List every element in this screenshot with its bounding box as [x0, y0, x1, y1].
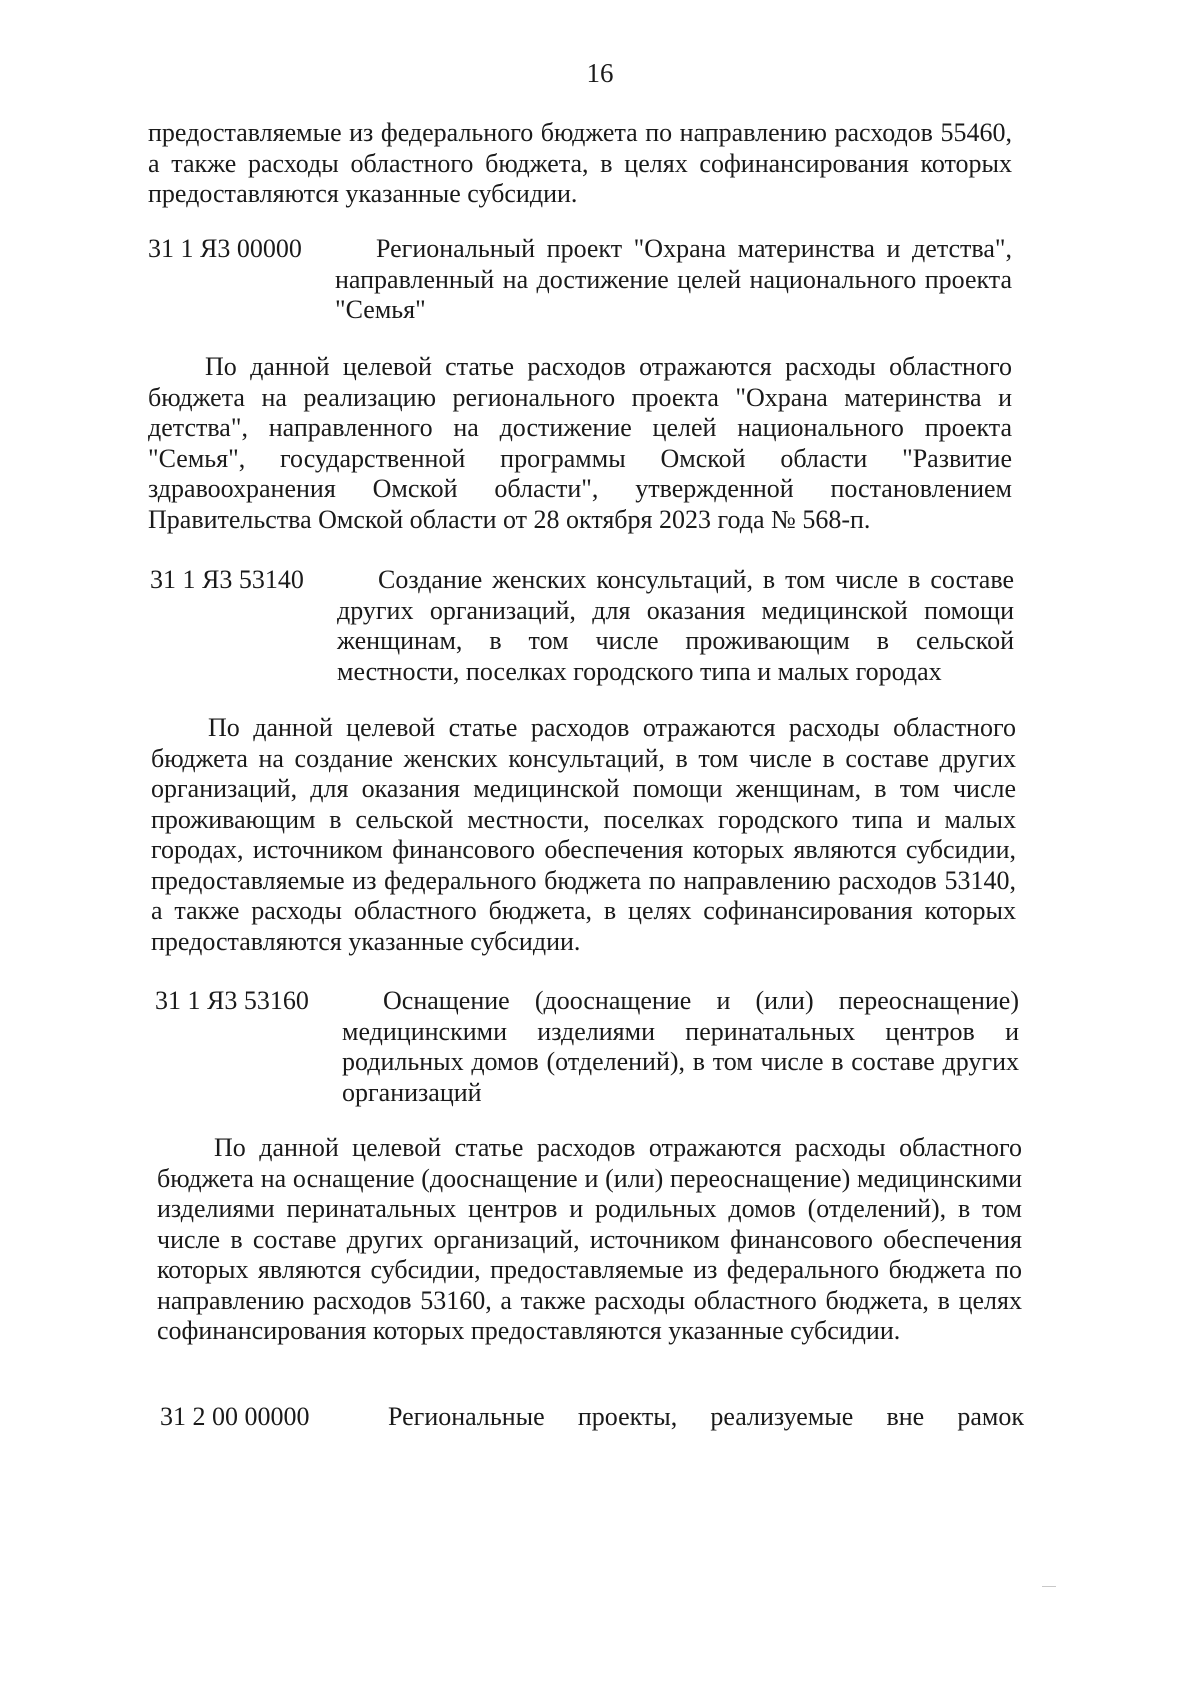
entry-description: По данной целевой статье расходов отражаются расходы областного бюджета на оснащение (дооснащение и (или) переоснащение) медицинскими изделиями перинатальных центров и родильных домов (отделений), в том числе в составе других организаций, источником финансового обеспечения которых являются субсидии, предоставляемые из федерального бюджета по направлению расходов 53160, а также расходы областного бюджета, в целях софинансирования которых предоставляются указанные субсидии.	[157, 1133, 1022, 1345]
entry-title: Создание женских консультаций, в том числе в составе других организаций, для оказания медицинской помощи женщинам, в том числе проживающим в сельской местности, поселках городского типа и малых городах	[337, 565, 1014, 686]
entry-code: 31 1 Я3 53140	[150, 565, 304, 594]
title-word: реализуемые	[710, 1402, 854, 1431]
entry-code: 31 1 Я3 00000	[148, 234, 302, 263]
entry-description: По данной целевой статье расходов отражаются расходы областного бюджета на реализацию регионального проекта "Охрана материнства и детства", направленного на достижение целей национального проекта "Семья", государственной программы Омской области "Развитие здравоохранения Омской области", утвержденной постановлением Правительства Омской области от 28 октября 2023 года № 568-п.	[148, 352, 1012, 534]
intro-paragraph: предоставляемые из федерального бюджета по направлению расходов 55460, а также расходы областного бюджета, в целях софинансирования которых предоставляются указанные субсидии.	[148, 118, 1012, 208]
entry-title: Региональный проект "Охрана материнства и детства", направленный на достижение целей национального проекта "Семья"	[335, 234, 1012, 324]
title-word: рамок	[957, 1402, 1024, 1431]
title-word: проекты,	[577, 1402, 678, 1431]
entry-title: Оснащение (дооснащение и (или) переоснащение) медицинскими изделиями перинатальных центров и родильных домов (отделений), в том числе в составе других организаций	[342, 986, 1019, 1107]
entry-title-partial	[388, 1402, 1024, 1433]
scan-artifact	[1042, 1586, 1056, 1587]
entry-code: 31 1 Я3 53160	[155, 986, 309, 1015]
title-word: Региональные	[388, 1402, 545, 1431]
title-word: вне	[886, 1402, 925, 1431]
entry-code: 31 2 00 00000	[160, 1402, 310, 1431]
entry-description: По данной целевой статье расходов отражаются расходы областного бюджета на создание женских консультаций, в том числе в составе других организаций, для оказания медицинской помощи женщинам, в том числе проживающим в сельской местности, поселках городского типа и малых городах, источником финансового обеспечения которых являются субсидии, предоставляемые из федерального бюджета по направлению расходов 53140, а также расходы областного бюджета, в целях софинансирования которых предоставляются указанные субсидии.	[151, 713, 1016, 956]
page-number: 16	[586, 58, 614, 88]
